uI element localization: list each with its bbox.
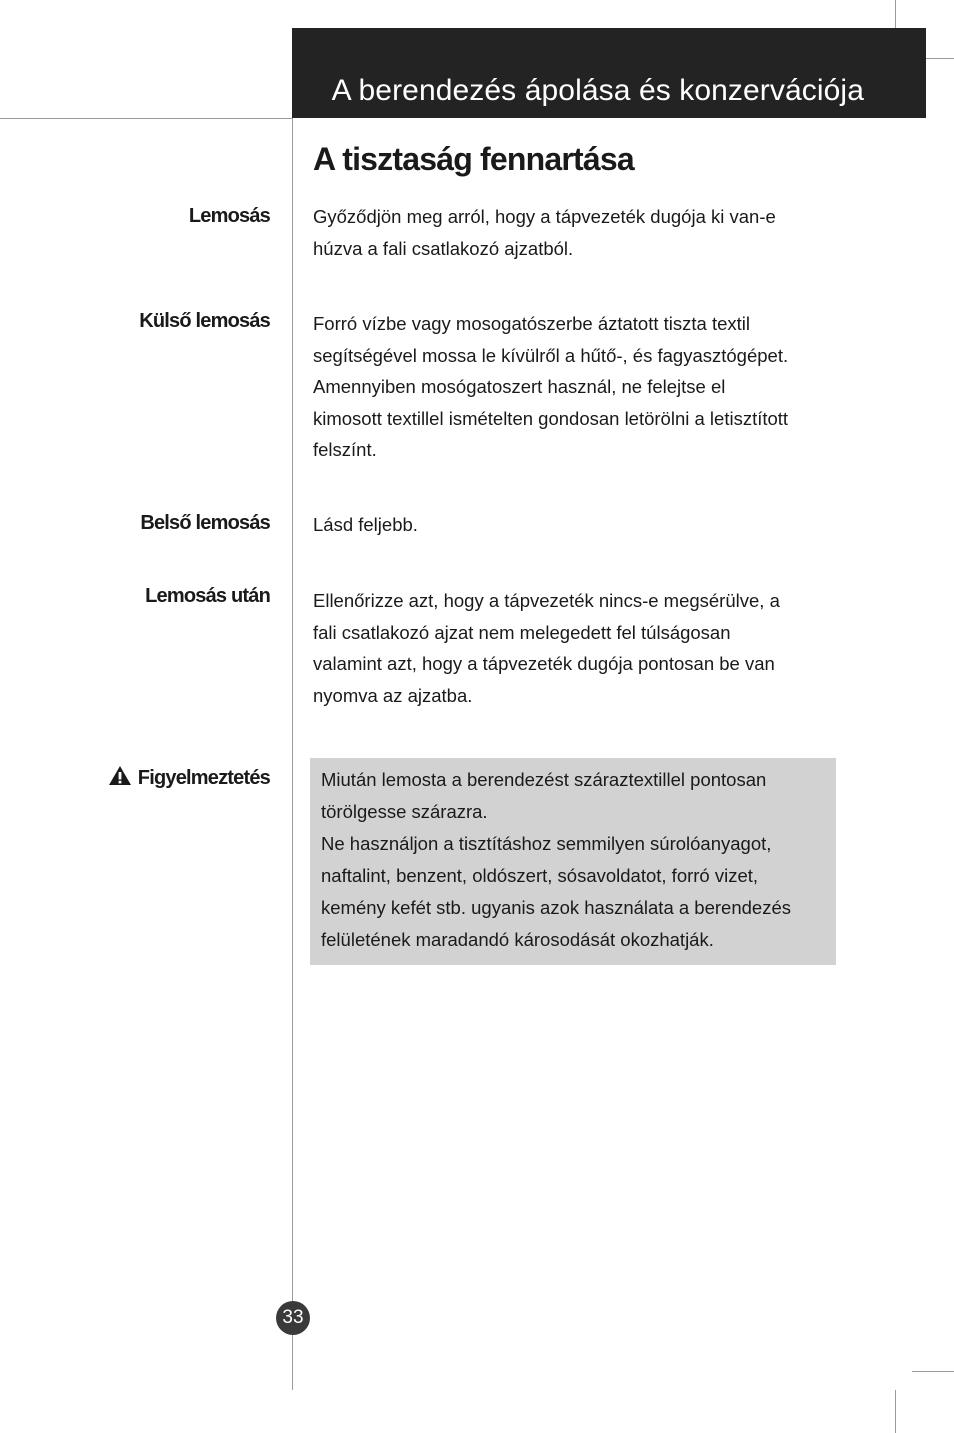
section-label-belso-lemosas: Belső lemosás [140, 512, 270, 534]
header-title: A berendezés ápolása és konzervációja [331, 74, 864, 107]
text-line: kemény kefét stb. ugyanis azok használata a berendezés [321, 897, 791, 918]
crop-mark-right-top [926, 58, 954, 59]
page-number: 33 [276, 1301, 310, 1335]
crop-mark-top-right [895, 0, 896, 28]
warning-box [310, 758, 836, 965]
section-text-lemosas [313, 201, 853, 264]
text-line: Miután lemosta a berendezést száraztextillel pontosan [321, 769, 767, 790]
section-text-lemosas-utan [313, 585, 853, 711]
text-line: Amennyiben mosógatoszert használ, ne felejtse el [313, 376, 726, 398]
page-title: A tisztaság fennartása [313, 141, 634, 177]
text-line: Győződjön meg arról, hogy a tápvezeték dugója ki van-e [313, 206, 776, 227]
crop-mark-right-bottom [912, 1371, 954, 1372]
column-divider [292, 28, 293, 1390]
section-label-kulso-lemosas: Külső lemosás [139, 310, 270, 332]
text-line: kimosott textillel ismételten gondosan letörölni a letisztított [313, 407, 789, 429]
warning-text [321, 764, 791, 956]
section-text-belso-lemosas [313, 509, 853, 541]
text-line: húzva a fali csatlakozó ajzatból. [313, 237, 574, 259]
text-line: törölgesse szárazra. [321, 801, 488, 822]
text-line: Ellenőrizze azt, hogy a tápvezeték nincs-e megsérülve, a [313, 590, 780, 611]
section-text-kulso-lemosas [313, 308, 853, 466]
text-line: valamint azt, hogy a tápvezeték dugója pontosan be van [313, 653, 775, 675]
crop-mark-bottom-right [895, 1390, 896, 1433]
header-bar [292, 28, 926, 118]
text-line: naftalint, benzent, oldószert, sósavoldatot, forró vizet, [321, 865, 759, 886]
warning-triangle-icon [108, 765, 132, 786]
text-line: felszínt. [313, 439, 377, 461]
text-line: felületének maradandó károsodását okozhatják. [321, 929, 714, 950]
text-line: Forró vízbe vagy mosogatószerbe áztatott tiszta textil [313, 313, 750, 334]
text-line: segítségével mossa le kívülről a hűtő-, és fagyasztógépet. [313, 344, 789, 366]
text-line: Ne használjon a tisztításhoz semmilyen súrolóanyagot, [321, 833, 772, 854]
text-line: fali csatlakozó ajzat nem melegedett fel túlságosan [313, 621, 731, 643]
warning-label [10, 765, 270, 790]
warning-label-text: Figyelmeztetés [137, 767, 270, 789]
section-label-lemosas: Lemosás [188, 205, 270, 227]
section-label-lemosas-utan: Lemosás után [145, 585, 270, 607]
text-line: Lásd feljebb. [313, 514, 418, 535]
header-rule-left [0, 118, 292, 119]
text-line: nyomva az ajzatba. [313, 684, 473, 706]
